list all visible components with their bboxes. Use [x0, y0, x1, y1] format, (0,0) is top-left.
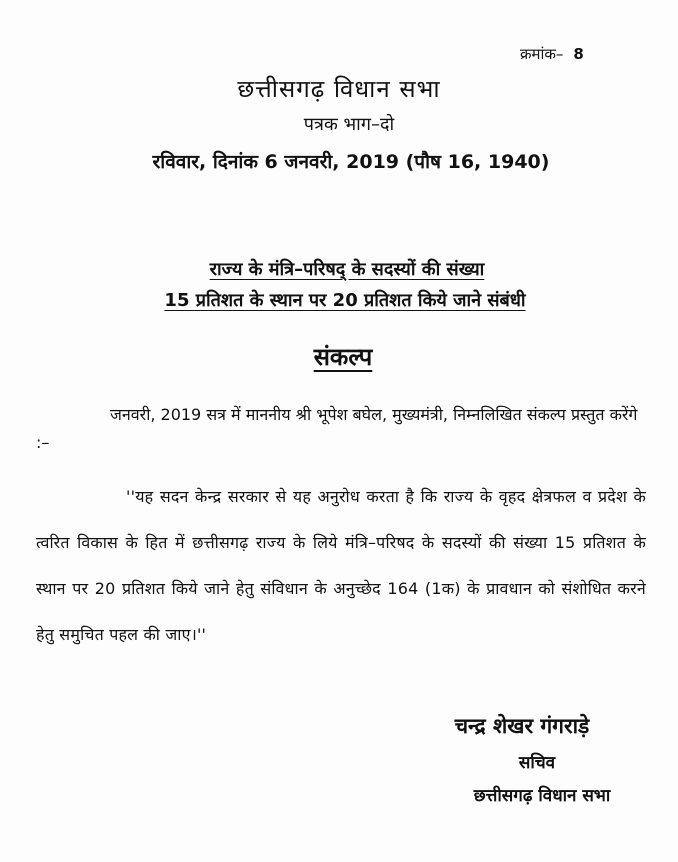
serial-value: 8 — [573, 45, 584, 63]
signer-designation: सचिव — [518, 753, 556, 773]
resolution-intro: जनवरी, 2019 सत्र में माननीय श्री भूपेश बघेल, मुख्यमंत्री, निम्नलिखित संकल्प प्रस्तुत करेंगे :– — [36, 405, 638, 452]
bulletin-part: पत्रक भाग–दो — [303, 114, 395, 135]
date-line: रविवार, दिनांक 6 जनवरी, 2019 (पौष 16, 1940) — [152, 151, 550, 173]
serial-label: क्रमांक– — [520, 45, 564, 63]
serial-number — [520, 44, 584, 64]
signature-block — [402, 712, 642, 806]
signer-office: छत्तीसगढ़ विधान सभा — [473, 786, 611, 806]
signer-name: चन्द्र शेखर गंगराड़े — [454, 713, 590, 738]
resolution-text: ''यह सदन केन्द्र सरकार से यह अनुरोध करता है कि राज्य के वृहद क्षेत्रफल व प्रदेश के त्वरित विकास के हित में छत्तीसगढ़ राज्य के लिये मंत्रि–परिषद के सदस्यों की संख्या 15 प्रतिशत के स्थान पर 20 प्रतिशत किये जाने हेतु संविधान के अनुच्छेद 164 (1क) के प्रावधान को संशोधित करने हेतु समुचित पहल की जाए।'' — [36, 487, 646, 644]
subject-line-2: 15 प्रतिशत के स्थान पर 20 प्रतिशत किये जाने संबंधी — [164, 290, 526, 311]
subject-line-1: राज्य के मंत्रि–परिषद् के सदस्यों की संख्या — [209, 259, 485, 280]
resolution-heading: संकल्प — [313, 343, 373, 371]
assembly-title: छत्तीसगढ़ विधान सभा — [237, 75, 441, 103]
